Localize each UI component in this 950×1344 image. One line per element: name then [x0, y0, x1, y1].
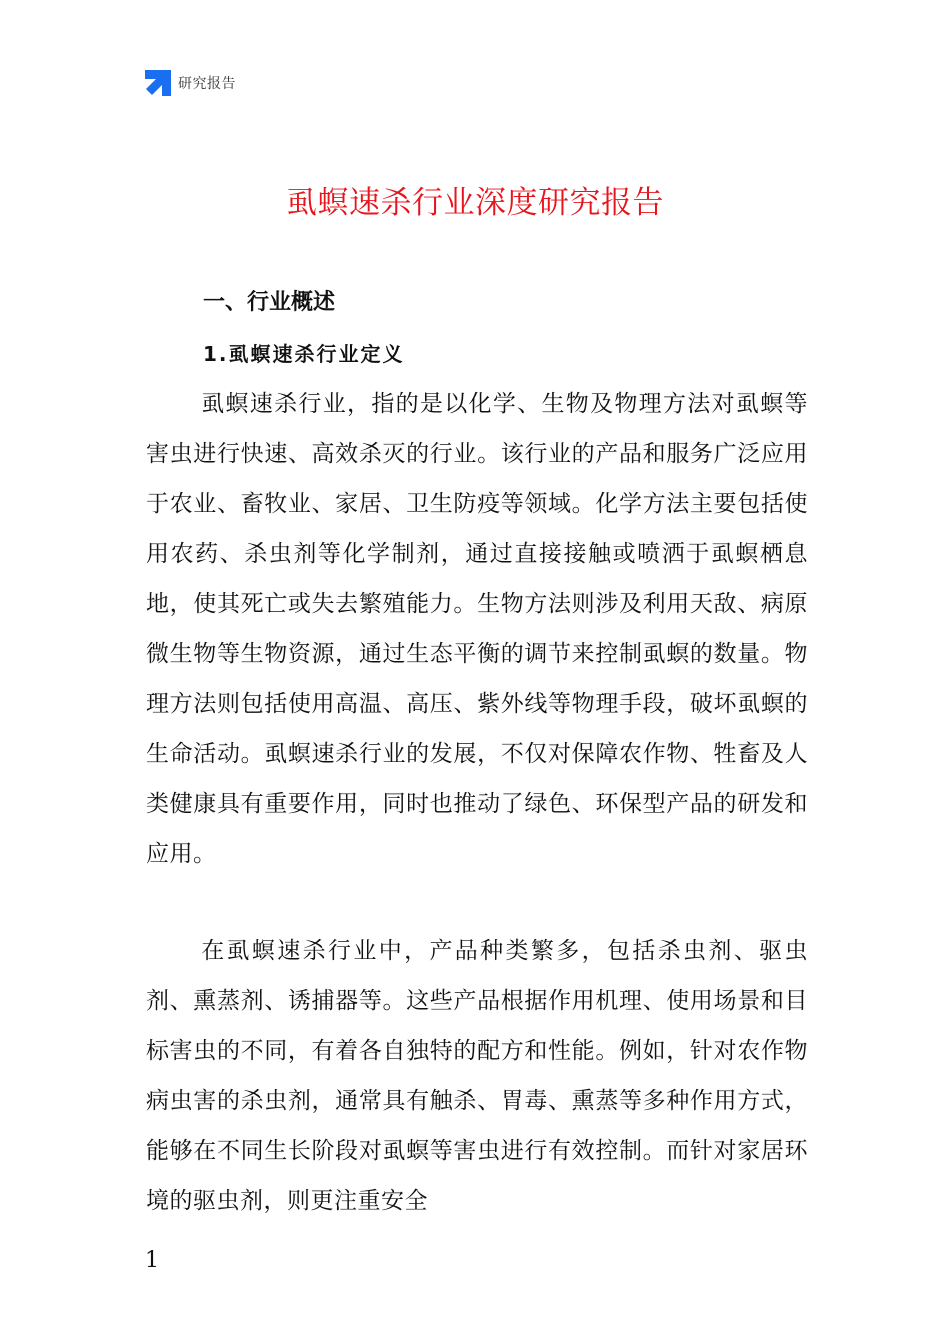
body-paragraph: 虱螟速杀行业，指的是以化学、生物及物理方法对虱螟等害虫进行快速、高效杀灭的行业。该行业的产品和服务广泛应用于农业、畜牧业、家居、卫生防疫等领域。化学方法主要包括使用农药、杀虫剂等化学制剂，通过直接接触或喷洒于虱螟栖息地，使其死亡或失去繁殖能力。生物方法则涉及利用天敌、病原微生物等生物资源，通过生态平衡的调节来控制虱螟的数量。物理方法则包括使用高温、高压、紫外线等物理手段，破坏虱螟的生命活动。虱螟速杀行业的发展，不仅对保障农作物、牲畜及人类健康具有重要作用，同时也推动了绿色、环保型产品的研发和应用。: [146, 391, 808, 867]
page-header: [145, 68, 236, 98]
section-heading: 一、行业概述: [203, 290, 336, 315]
header-label: 研究报告: [178, 76, 236, 92]
page-number: 1: [145, 1248, 159, 1273]
body-paragraph: 在虱螟速杀行业中，产品种类繁多，包括杀虫剂、驱虫剂、熏蒸剂、诱捕器等。这些产品根据作用机理、使用场景和目标害虫的不同，有着各自独特的配方和性能。例如，针对农作物病虫害的杀虫剂，通常具有触杀、胃毒、熏蒸等多种作用方式，能够在不同生长阶段对虱螟等害虫进行有效控制。而针对家居环境的驱虫剂，则更注重安全: [146, 938, 808, 1214]
arrow-up-right-icon: [145, 70, 171, 96]
document-title: 虱螟速杀行业深度研究报告: [286, 185, 664, 221]
sub-heading: 1.虱螟速杀行业定义: [203, 342, 405, 366]
